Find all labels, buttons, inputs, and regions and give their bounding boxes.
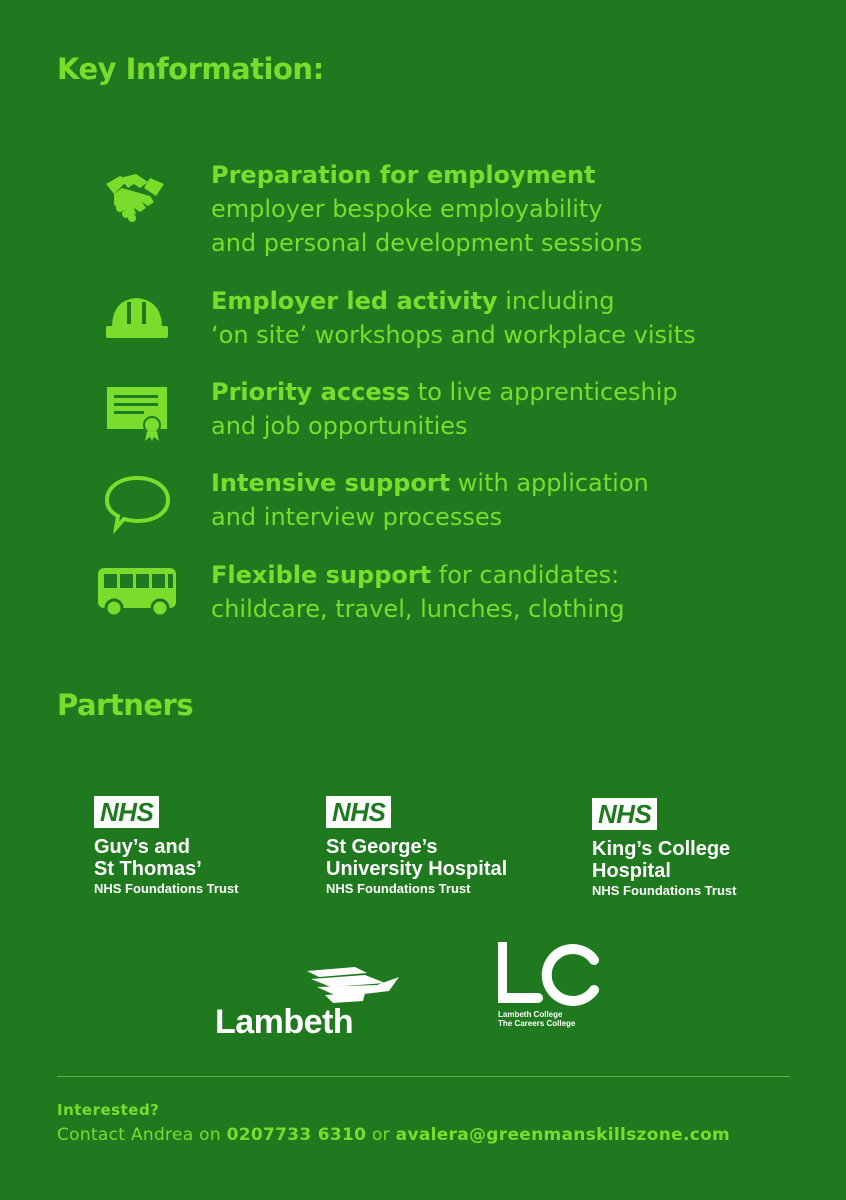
info-item-priority-access bbox=[90, 375, 790, 455]
trust-subtitle: NHS Foundations Trust bbox=[94, 881, 239, 896]
lc-tagline: The Careers College bbox=[498, 1019, 576, 1028]
contact-prefix: Contact Andrea on bbox=[57, 1125, 227, 1145]
info-line: ‘on site’ workshops and workplace visits bbox=[211, 321, 696, 349]
info-rest: to live apprenticeship bbox=[410, 378, 678, 406]
certificate-icon bbox=[90, 375, 185, 445]
info-line: childcare, travel, lunches, clothing bbox=[211, 595, 625, 623]
contact-phone[interactable]: 0207733 6310 bbox=[226, 1125, 367, 1145]
speech-bubble-icon bbox=[90, 466, 185, 536]
trust-name-line: Guy’s and bbox=[94, 836, 190, 858]
info-line: and job opportunities bbox=[211, 412, 468, 440]
trust-subtitle: NHS Foundations Trust bbox=[326, 881, 471, 896]
info-title: Preparation for employment bbox=[211, 161, 596, 189]
key-information-heading: Key Information: bbox=[57, 52, 324, 86]
nhs-badge: NHS bbox=[592, 798, 657, 830]
trust-name-line: St George’s bbox=[326, 836, 438, 858]
nhs-logo-kings-college bbox=[592, 798, 736, 900]
info-rest: including bbox=[497, 287, 615, 315]
info-title: Flexible support bbox=[211, 561, 432, 589]
info-title: Employer led activity bbox=[211, 287, 498, 315]
info-title: Priority access bbox=[211, 378, 411, 406]
info-title: Intensive support bbox=[211, 469, 451, 497]
lambeth-college-logo bbox=[498, 942, 608, 1037]
nhs-logo-st-georges bbox=[326, 796, 507, 898]
hard-hat-icon bbox=[90, 284, 185, 354]
lc-monogram-icon bbox=[498, 942, 608, 1010]
lambeth-wave-icon bbox=[215, 965, 405, 1005]
lc-name: Lambeth College bbox=[498, 1010, 563, 1019]
info-item-preparation bbox=[90, 158, 790, 257]
nhs-badge: NHS bbox=[94, 796, 159, 828]
nhs-badge: NHS bbox=[326, 796, 391, 828]
info-line: employer bespoke employability bbox=[211, 195, 603, 223]
contact-or: or bbox=[366, 1125, 396, 1145]
trust-subtitle: NHS Foundations Trust bbox=[592, 883, 737, 898]
info-line: and personal development sessions bbox=[211, 229, 643, 257]
info-item-intensive-support bbox=[90, 466, 790, 546]
contact-line bbox=[57, 1125, 730, 1145]
contact-email[interactable]: avalera@greenmanskillszone.com bbox=[395, 1125, 731, 1145]
info-rest: for candidates: bbox=[431, 561, 620, 589]
interested-label: Interested? bbox=[57, 1101, 160, 1119]
info-line: and interview processes bbox=[211, 503, 503, 531]
lambeth-logo bbox=[215, 965, 405, 1040]
trust-name-line: King’s College bbox=[592, 838, 731, 860]
nhs-logo-guys-st-thomas bbox=[94, 796, 238, 898]
trust-name-line: Hospital bbox=[592, 860, 671, 882]
trust-name-line: St Thomas’ bbox=[94, 858, 202, 880]
trust-name-line: University Hospital bbox=[326, 858, 508, 880]
bus-icon bbox=[90, 558, 185, 628]
partners-heading: Partners bbox=[57, 688, 194, 722]
info-rest: with application bbox=[450, 469, 649, 497]
info-item-employer-led bbox=[90, 284, 790, 364]
footer-divider bbox=[57, 1076, 790, 1077]
lambeth-wordmark: Lambeth bbox=[215, 1003, 354, 1041]
handshake-icon bbox=[90, 158, 185, 228]
info-item-flexible-support bbox=[90, 558, 790, 638]
